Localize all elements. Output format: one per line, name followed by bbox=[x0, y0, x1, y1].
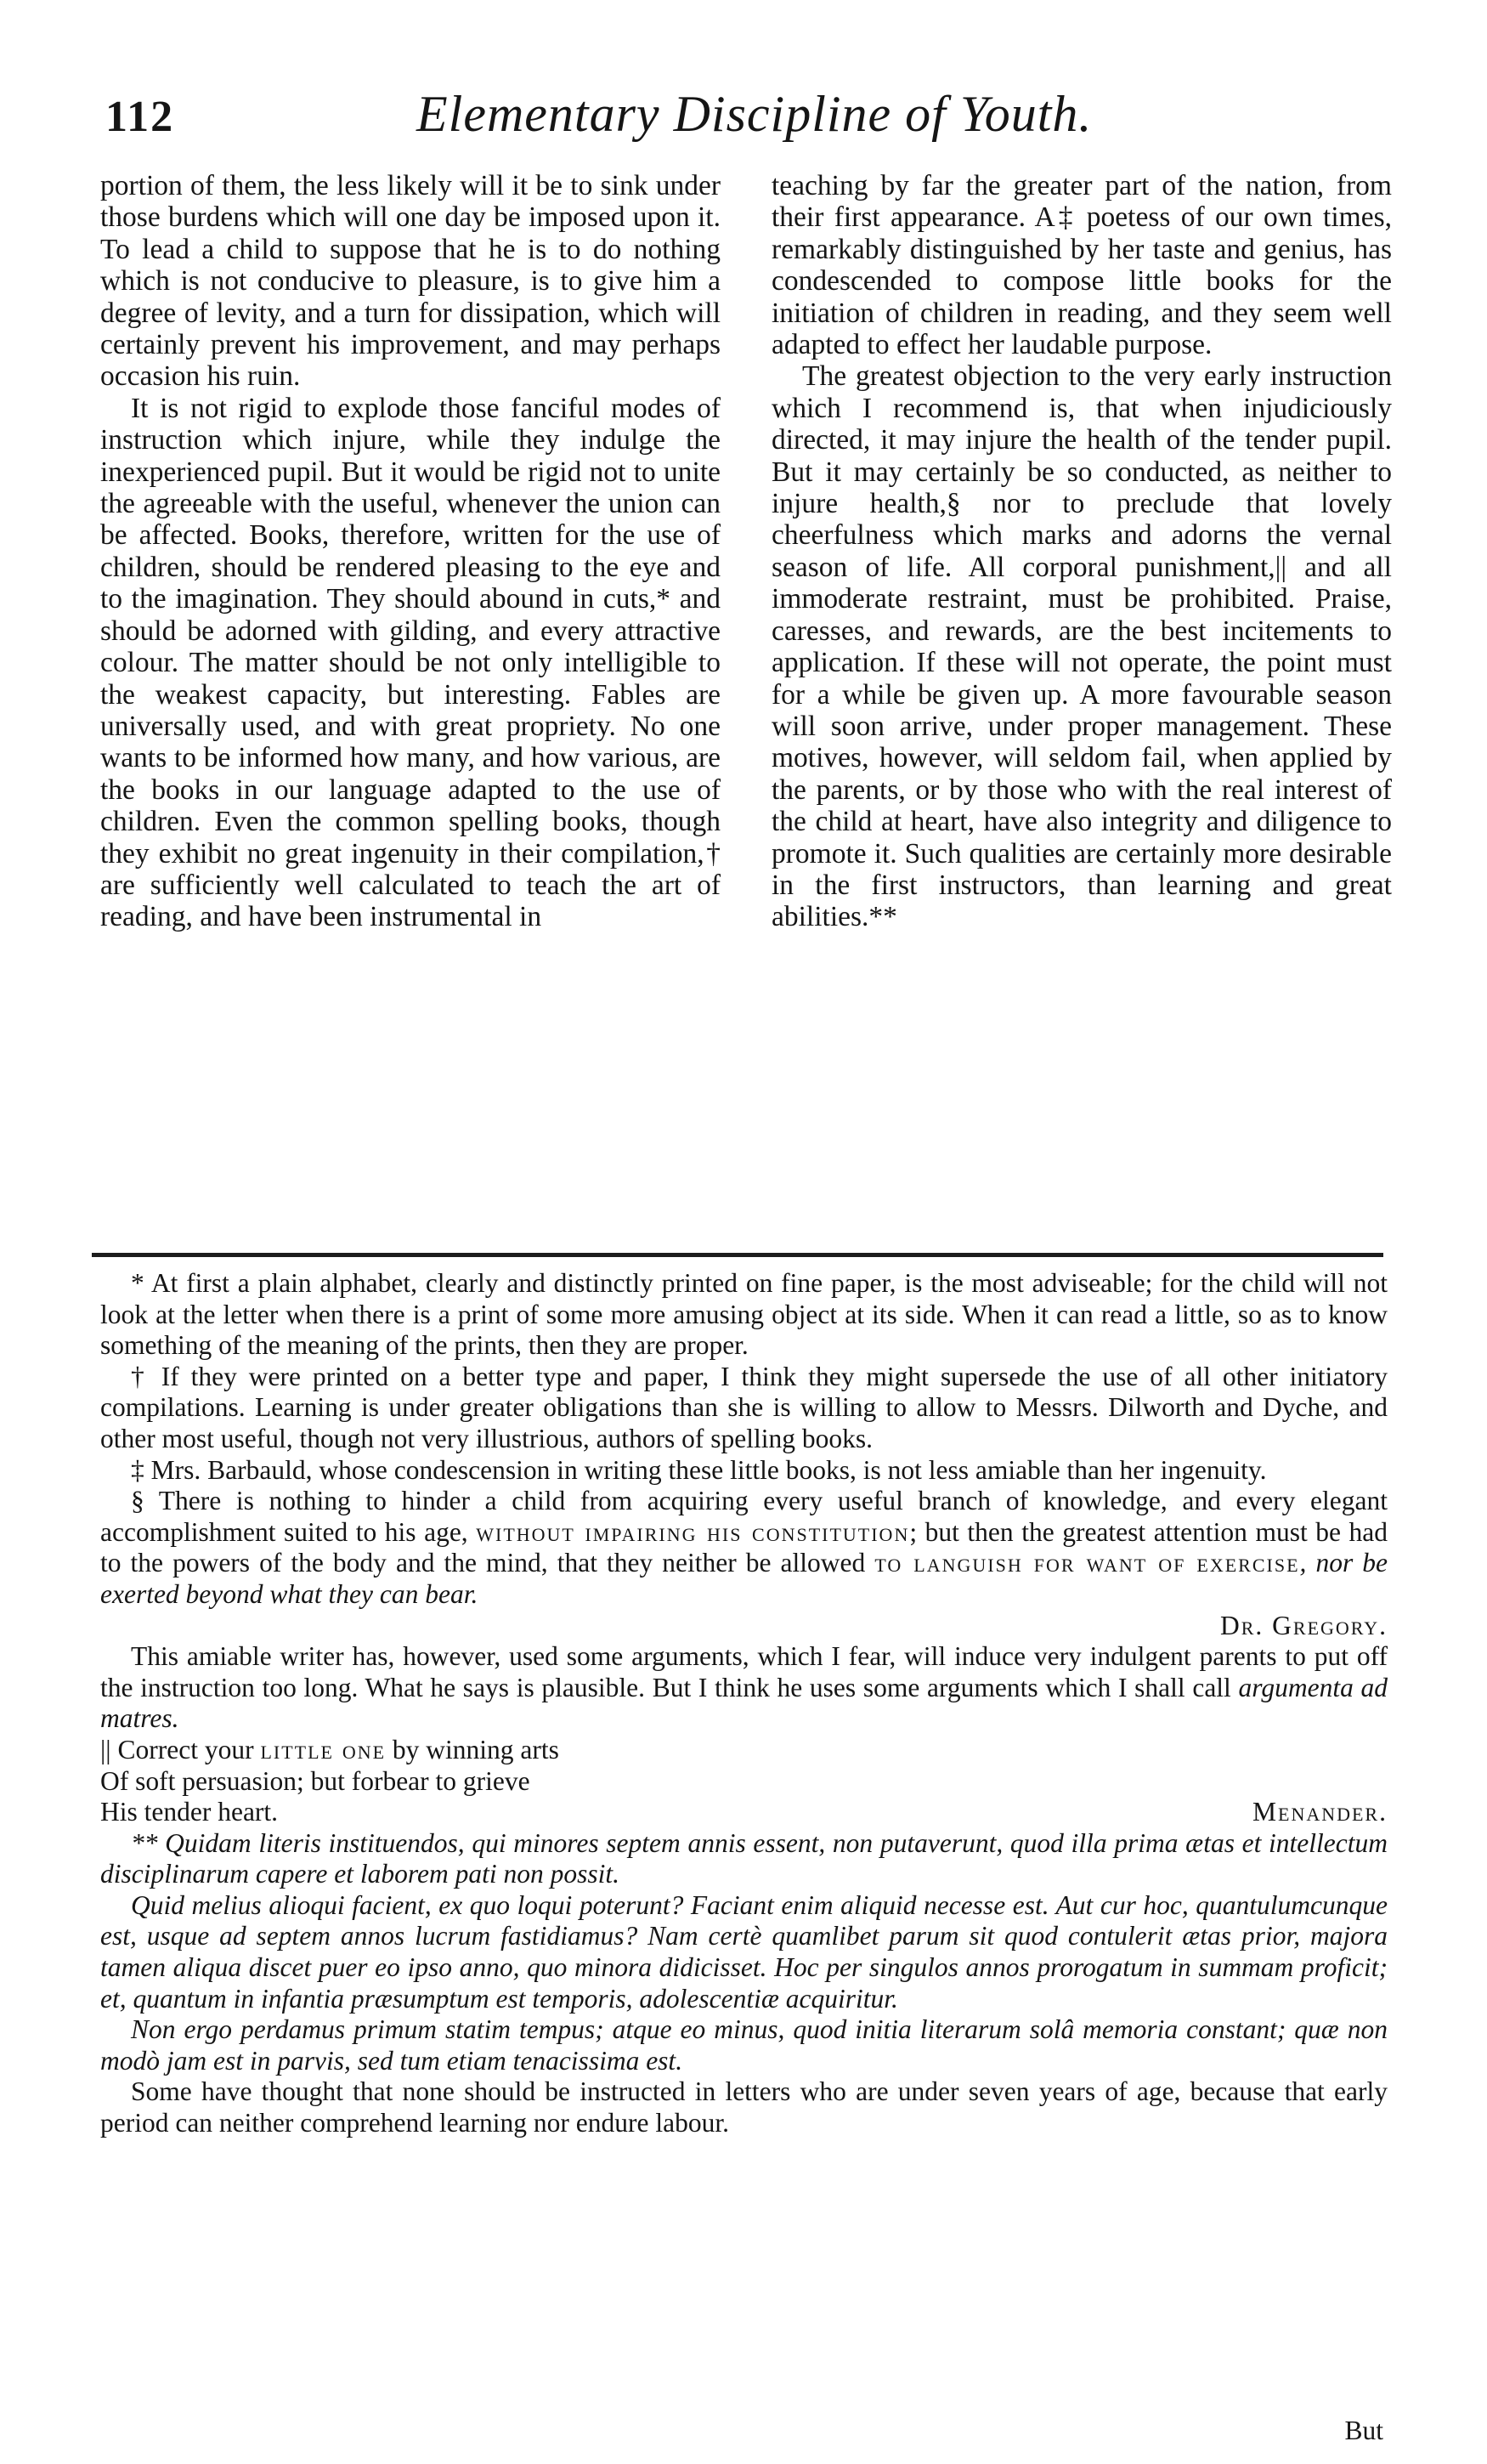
italic-phrase: argumenta ad matres. bbox=[100, 1672, 1388, 1734]
footnote-text: § There is nothing to hinder a child from acquiring every useful branch of knowledge, and every elegant accomplishment suited to his age, bbox=[100, 1486, 1388, 1547]
footnote-dagger: † If they were printed on a better type and paper, I think they might supersede the use of all other initiatory compilations. Learning is under greater obligations than she is willing to allow to Messrs. Dilworth and Dyche, and other most useful, though not very illustrious, authors of spelling books. bbox=[100, 1361, 1388, 1453]
verse-line bbox=[100, 1735, 1388, 1766]
paragraph: It is not rigid to explode those fanciful modes of instruction which injure, while they indulge the inexperienced pupil. But it would be rigid not to unite the agreeable with the useful, whenever the union can be affected. Books, therefore, written for the use of children, should be rendered pleasing to the eye and to the imagination. They should abound in cuts,* and should be adorned with gilding, and every attractive colour. The matter should be not only intelligible to the weakest capacity, but interesting. Fables are universally used, and with great propriety. No one wants to be informed how many, and how various, are the books in our language adapted to the use of children. Even the common spelling books, though they exhibit no great ingenuity in their compilation,† are sufficiently well calculated to teach the art of reading, and have been instrumental in bbox=[100, 392, 721, 933]
latin-quote: ** Quidam literis instituendos, qui minores septem annis essent, non putaverunt, quod illa prima ætas et intellectum disciplinarum capere et laborem pati non possit. bbox=[100, 1827, 1388, 1889]
verse-text: by winning arts bbox=[386, 1734, 559, 1764]
footnote-text: , nor be exerted beyond what they can bear. bbox=[100, 1548, 1388, 1609]
page-number: 112 bbox=[105, 93, 175, 141]
attribution: Menander. bbox=[1252, 1797, 1388, 1827]
paragraph: teaching by far the greater part of the nation, from their first appearance. A‡ poetess of our own times, remarkably distinguished by her taste and genius, has condescended to compose little books for the initiation of children in reading, and they seem well adapted to effect her laudable purpose. bbox=[772, 170, 1392, 361]
footnote-divider bbox=[92, 1253, 1383, 1257]
footnote-double-dagger: ‡ Mrs. Barbauld, whose condescension in writing these little books, is not less amiable than her ingenuity. bbox=[131, 1454, 1267, 1485]
footnote-section bbox=[100, 1486, 1388, 1641]
small-caps-text: to languish for want of exercise bbox=[874, 1548, 1300, 1578]
verse-text: || Correct your bbox=[100, 1734, 261, 1764]
latin-quote: Quid melius alioqui facient, ex quo loqui poterunt? Faciant enim aliquid necesse est. Aut cur hoc, quantulumcunque est, usque ad septem annos lucrum fastidiamus? Nam certè quamlibet parum sit quod contulerit ætas prior, majora tamen aliqua discet puer eo ipso anno, quo minora didicisset. Hoc per singulos annos prorogatum in summam proficit; et, quantum in infantia præsumptum est temporis, adolescentiæ acquiritur. bbox=[100, 1889, 1388, 2014]
running-title: Elementary Discipline of Youth. bbox=[416, 86, 1093, 142]
small-caps-text: without impairing his constitution bbox=[476, 1516, 910, 1547]
catchword: But bbox=[1344, 2416, 1383, 2445]
latin-quote: Non ergo perdamus primum statim tempus; atque eo minus, quod initia literarum solâ memoria constant; quæ non modò jam est in parvis, sed tum etiam tenacissima est. bbox=[100, 2014, 1388, 2076]
attribution: Dr. Gregory. bbox=[1219, 1610, 1388, 1640]
verse-line bbox=[100, 1797, 1388, 1828]
right-column bbox=[772, 170, 1392, 933]
left-column bbox=[100, 170, 721, 933]
verse-line: Of soft persuasion; but forbear to grieve bbox=[100, 1765, 530, 1796]
paragraph: The greatest objection to the very early instruction which I recommend is, that when injudiciously directed, it may injure the health of the tender pupil. But it may certainly be so conducted, as neither to injure health,§ nor to preclude that lovely cheerfulness which marks and adorns the vernal season of life. All corporal punishment,|| and all immoderate restraint, must be prohibited. Praise, caresses, and rewards, are the best incitements to application. If these will not operate, the point must for a while be given up. A more favourable season will soon arrive, under proper management. These motives, however, will seldom fail, when applied by the parents, or by those who with the real interest of the child at heart, have also integrity and diligence to promote it. Such qualities are certainly more desirable in the first instructors, than learning and great abilities.** bbox=[772, 360, 1392, 933]
verse-text: His tender heart. bbox=[100, 1797, 279, 1827]
footnote-text: ; but then the greatest attention must be had to the powers of the body and the mind, that they neither be allowed bbox=[100, 1516, 1388, 1578]
footnotes bbox=[100, 1268, 1388, 2139]
translation: Some have thought that none should be instructed in letters who are under seven years of age, because that early period can neither comprehend learning nor endure labour. bbox=[100, 2076, 1388, 2138]
footnote-star: * At first a plain alphabet, clearly and distinctly printed on fine paper, is the most adviseable; for the child will not look at the letter when there is a print of some more amusing object at its side. When it can read a little, so as to know something of the meaning of the prints, then they are proper. bbox=[100, 1268, 1388, 1361]
footnote-comment bbox=[100, 1641, 1388, 1735]
footnote-text: This amiable writer has, however, used some arguments, which I fear, will induce very indulgent parents to put off the instruction too long. What he says is plausible. But I think he uses some arguments which I shall call bbox=[100, 1641, 1388, 1702]
page-header bbox=[93, 85, 1351, 153]
paragraph: portion of them, the less likely will it be to sink under those burdens which will one day be imposed upon it. To lead a child to suppose that he is to do nothing which is not conducive to pleasure, is to give him a degree of levity, and a turn for dissipation, which will certainly prevent his improvement, and may perhaps occasion his ruin. bbox=[100, 170, 721, 393]
small-caps-text: little one bbox=[260, 1734, 387, 1764]
body-columns bbox=[100, 170, 1392, 1249]
